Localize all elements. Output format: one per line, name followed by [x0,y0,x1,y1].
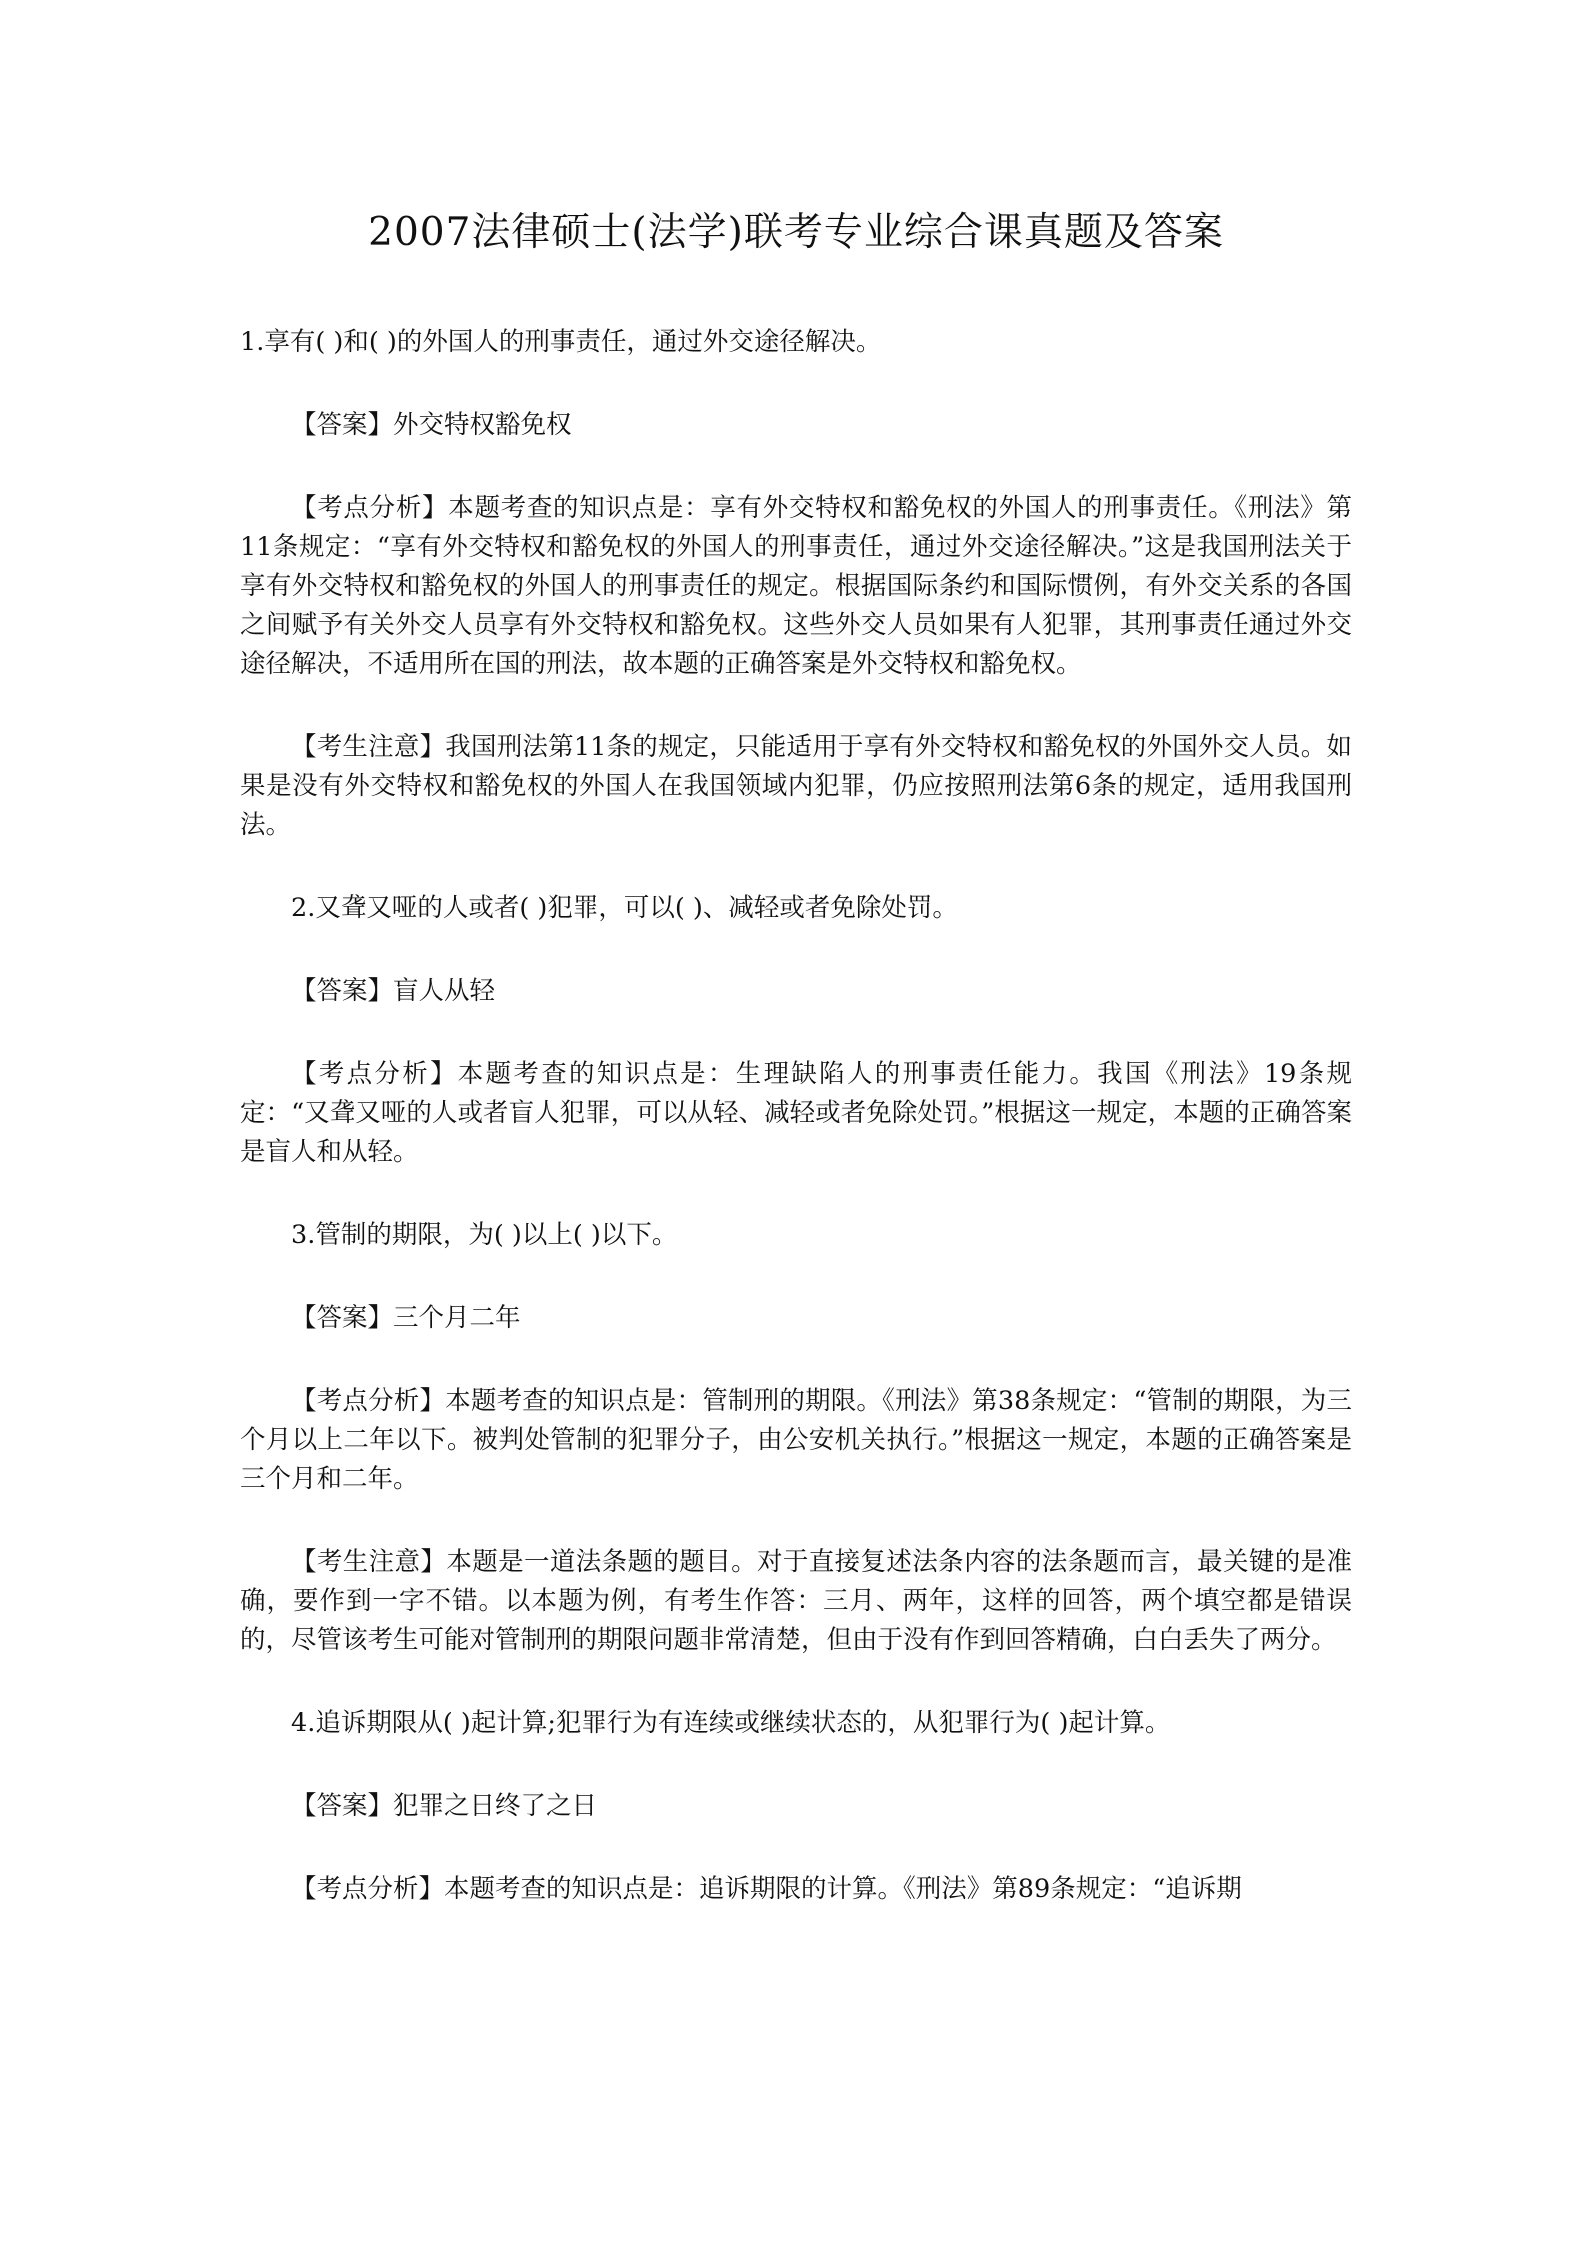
note-paragraph: 【考生注意】本题是一道法条题的题目。对于直接复述法条内容的法条题而言，最关键的是准确，要作到一字不错。以本题为例，有考生作答：三月、两年，这样的回答，两个填空都是错误的，尽管该考生可能对管制刑的期限问题非常清楚，但由于没有作到回答精确，白白丢失了两分。 [240,1547,1352,1655]
document-title: 2007法律硕士(法学)联考专业综合课真题及答案 [368,210,1224,255]
answer-paragraph: 【答案】外交特权豁免权 [291,410,572,440]
document-page [240,205,1352,1953]
analysis-paragraph: 【考点分析】本题考查的知识点是：管制刑的期限。《刑法》第38条规定：“管制的期限，为三个月以上二年以下。被判处管制的犯罪分子，由公安机关执行。”根据这一规定，本题的正确答案是三个月和二年。 [240,1386,1352,1494]
answer-paragraph: 【答案】犯罪之日终了之日 [291,1791,598,1821]
answer-paragraph: 【答案】三个月二年 [291,1303,521,1333]
question-paragraph: 2.又聋又哑的人或者( )犯罪，可以( )、减轻或者免除处罚。 [291,893,958,923]
analysis-paragraph: 【考点分析】本题考查的知识点是：追诉期限的计算。《刑法》第89条规定：“追诉期 [291,1874,1242,1904]
analysis-paragraph: 【考点分析】本题考查的知识点是：享有外交特权和豁免权的外国人的刑事责任。《刑法》第11条规定：“享有外交特权和豁免权的外国人的刑事责任，通过外交途径解决。”这是我国刑法关于享有外交特权和豁免权的外国人的刑事责任的规定。根据国际条约和国际惯例，有外交关系的各国之间赋予有关外交人员享有外交特权和豁免权。这些外交人员如果有人犯罪，其刑事责任通过外交途径解决，不适用所在国的刑法，故本题的正确答案是外交特权和豁免权。 [240,493,1352,679]
analysis-paragraph: 【考点分析】本题考查的知识点是：生理缺陷人的刑事责任能力。我国《刑法》19条规定：“又聋又哑的人或者盲人犯罪，可以从轻、减轻或者免除处罚。”根据这一规定，本题的正确答案是盲人和从轻。 [240,1059,1352,1167]
question-paragraph: 1.享有( )和( )的外国人的刑事责任，通过外交途径解决。 [240,327,882,357]
answer-paragraph: 【答案】盲人从轻 [291,976,496,1006]
document-body [240,323,1352,1909]
question-paragraph: 4.追诉期限从( )起计算;犯罪行为有连续或继续状态的，从犯罪行为( )起计算。 [291,1708,1171,1738]
note-paragraph: 【考生注意】我国刑法第11条的规定，只能适用于享有外交特权和豁免权的外国外交人员。如果是没有外交特权和豁免权的外国人在我国领域内犯罪，仍应按照刑法第6条的规定，适用我国刑法。 [240,732,1352,840]
question-paragraph: 3.管制的期限，为( )以上( )以下。 [291,1220,678,1250]
